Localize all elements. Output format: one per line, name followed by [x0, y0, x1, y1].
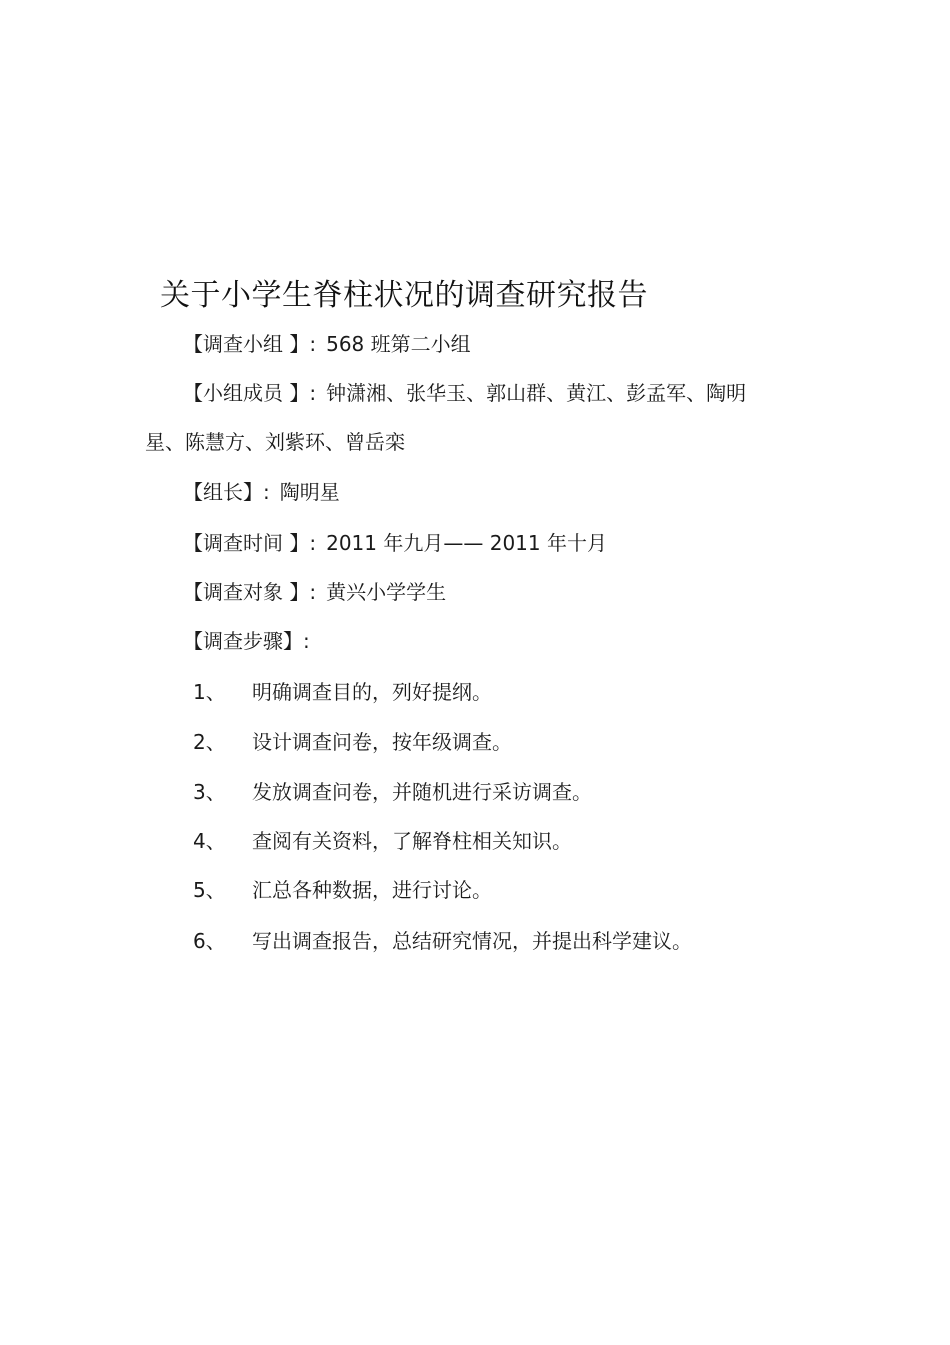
- step-text: 明确调查目的，列好提纲。: [252, 680, 492, 704]
- steps-heading: 【调查步骤】:: [183, 629, 310, 653]
- step-number: 6、: [193, 929, 226, 953]
- members-label: 【小组成员 】:: [183, 381, 317, 405]
- leader-label: 【组长】:: [183, 480, 270, 504]
- leader-row: [183, 478, 340, 506]
- step-text: 汇总各种数据，进行讨论。: [252, 878, 492, 902]
- time-label: 【调查时间 】:: [183, 531, 317, 555]
- step-text: 写出调查报告，总结研究情况，并提出科学建议。: [252, 929, 692, 953]
- group-row: [183, 330, 471, 358]
- document-title: 关于小学生脊柱状况的调查研究报告: [160, 278, 648, 313]
- step-text: 查阅有关资料，了解脊柱相关知识。: [252, 829, 572, 853]
- members-value-line2: 星、陈慧方、刘紫环、曾岳栾: [145, 430, 405, 454]
- step-number: 1、: [193, 680, 226, 704]
- step-number: 5、: [193, 878, 226, 902]
- members-value-line1: 钟潇湘、张华玉、郭山群、黄江、彭孟军、陶明: [326, 381, 747, 405]
- step-text: 发放调查问卷，并随机进行采访调查。: [252, 780, 592, 804]
- time-value: 2011 年九月—— 2011 年十月: [326, 531, 607, 555]
- step-text: 设计调查问卷，按年级调查。: [252, 730, 512, 754]
- leader-value: 陶明星: [279, 480, 340, 504]
- step-number: 4、: [193, 829, 226, 853]
- group-label: 【调查小组 】:: [183, 332, 317, 356]
- group-value: 568 班第二小组: [326, 332, 471, 356]
- step-number: 3、: [193, 780, 226, 804]
- step-number: 2、: [193, 730, 226, 754]
- members-row: [183, 379, 746, 407]
- subject-row: [183, 578, 446, 606]
- subject-label: 【调查对象 】:: [183, 580, 317, 604]
- subject-value: 黄兴小学学生: [326, 580, 447, 604]
- time-row: [183, 529, 607, 557]
